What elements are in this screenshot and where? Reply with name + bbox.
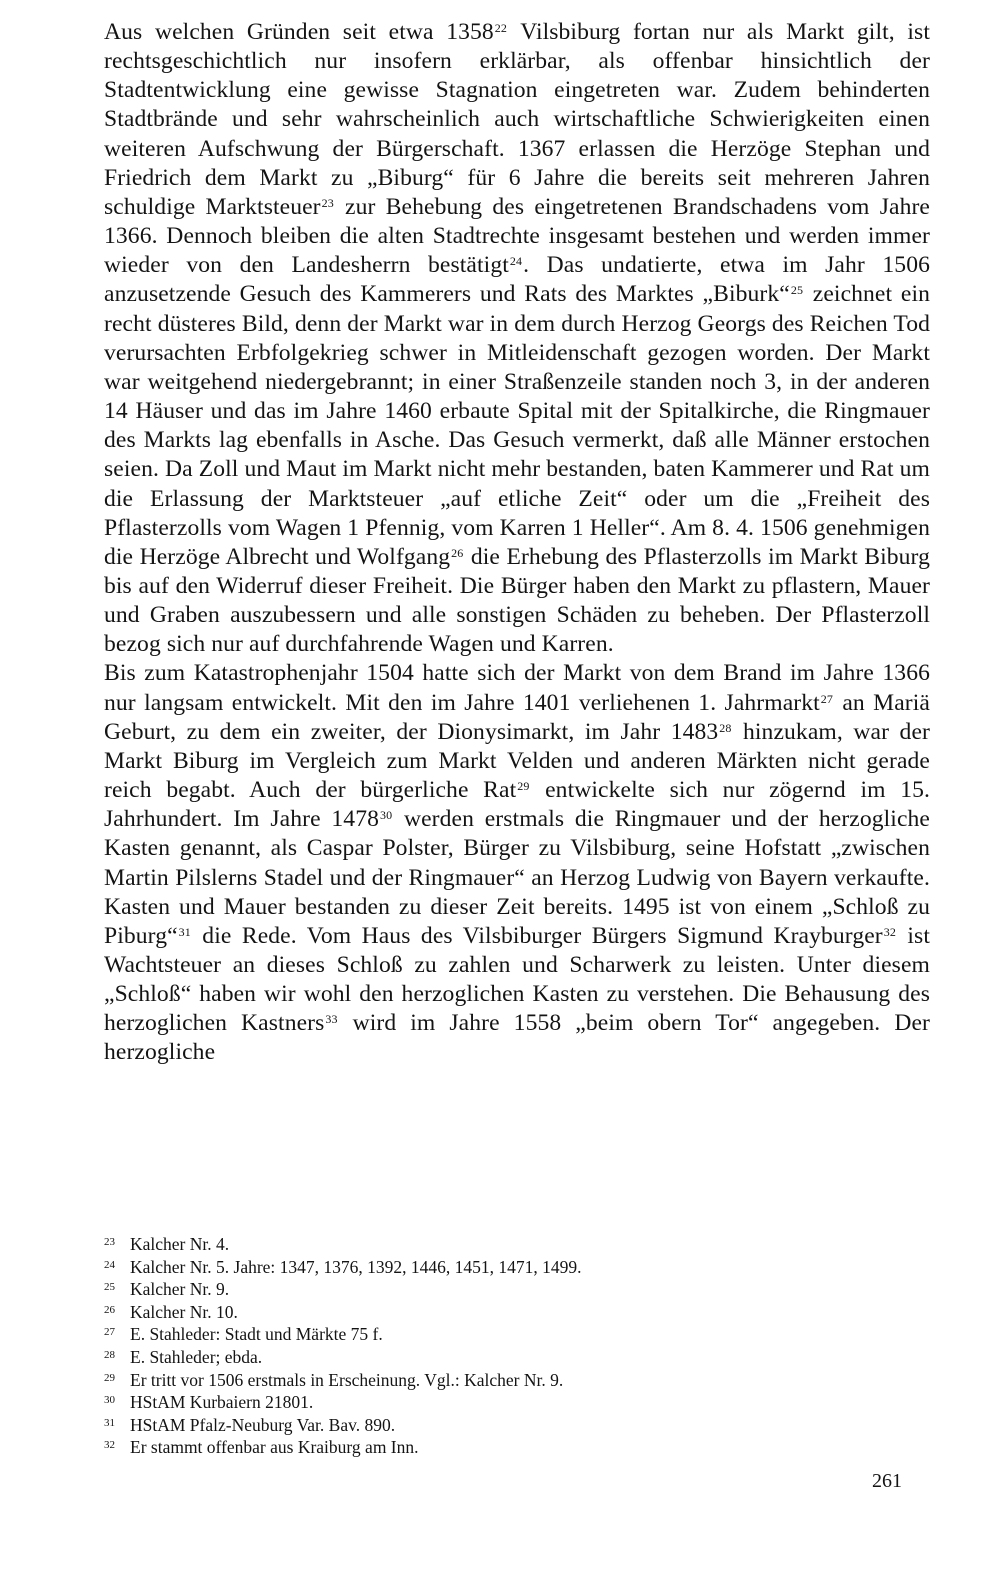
page-number: 261 [872,1470,902,1492]
footnote-number: 31 [104,1416,115,1429]
footnote-number: 23 [104,1236,115,1248]
footnote-text: Er stammt offenbar aus Kraiburg am Inn. [130,1437,419,1458]
footnote-ref: 22 [494,21,507,35]
footnote-ref: 25 [790,283,804,298]
footnote-number: 28 [104,1348,115,1361]
footnote-ref: 23 [321,195,334,210]
footnote-text: Kalcher Nr. 10. [130,1301,238,1322]
page-body [104,18,930,1068]
footnote [104,1278,930,1301]
footnote-ref: 32 [883,924,896,939]
footnote-number: 30 [104,1394,115,1407]
footnote-ref: 26 [451,545,464,560]
footnote-text: HStAM Kurbaiern 21801. [130,1392,314,1413]
paragraph: Bis zum Katastrophenjahr 1504 hatte sich der Markt von dem Brand im Jahre 1366 nur langsam entwickelt. Mit den im Jahre 1401 verliehenen 1. Jahrmarkt$^{27}$ an Mariä Geburt, zu dem ein zweiter, der Dionysimarkt, im Jahr 1483$^{28}$ hinzukam, war der Markt Biburg im Vergleich zum Markt Velden und anderen Märkten nicht gerade reich begabt. Auch der bürgerliche Rat$^{29}$ entwickelte sich nur zögernd im 15. Jahrhundert. Im Jahre 1478$^{30}$ werden erstmals die Ringmauer und der herzogliche Kasten genannt, als Caspar Polster, Bürger zu Vilsbiburg, seine Hofstatt „zwischen Martin Pilslerns Stadel und der Ringmauer“ an Herzog Ludwig von Bayern verkaufte. Kasten und Mauer bestanden zu dieser Zeit bereits. 1495 ist von einem „Schloß zu Piburg“$^{31}$ die Rede. Vom Haus des Vilsbiburger Bürgers Sigmund Krayburger$^{32}$ ist Wachtsteuer an dieses Schloß zu zahlen und Scharwerk zu leisten. Unter diesem „Schloß“ haben wir wohl den herzoglichen Kasten zu verstehen. Die Behausung des herzoglichen Kastners$^{33}$ wird im Jahre 1558 „beim obern Tor“ angegeben. Der herzogliche [104,660,931,1066]
footnote-text: E. Stahleder: Stadt und Märkte 75 f. [130,1324,383,1345]
footnote-ref: 27 [820,691,833,706]
footnote-text: Kalcher Nr. 4. [130,1234,230,1254]
footnote-number: 29 [104,1371,115,1384]
paragraph: Aus welchen Gründen seit etwa 1358$^{22}$ Vilsbiburg fortan nur als Markt gilt, ist rechtsgeschichtlich nur insofern erklärbar, als offenbar hinsichtlich der Stadtentwicklung eine gewisse Stagnation eingetreten war. Zudem behinderten Stadtbrände und sehr wahrscheinlich auch wirtschaftliche Schwierigkeiten einen weiteren Aufschwung der Bürgerschaft. 1367 erlassen die Herzöge Stephan und Friedrich dem Markt zu „Biburg“ für 6 Jahre die bereits seit mehreren Jahren schuldige Marktsteuer$^{23}$ zur Behebung des eingetretenen Brandschadens vom Jahre 1366. Dennoch bleiben die alten Stadtrechte insgesamt bestehen und werden immer wieder von den Landesherrn bestätigt$^{24}$. Das undatierte, etwa im Jahr 1506 anzusetzende Gesuch des Kammerers und Rats des Marktes „Biburk“$^{25}$ zeichnet ein recht düsteres Bild, denn der Markt war in dem durch Herzog Georgs des Reichen Tod verursachten Erbfolgekrieg schwer in Mitleidenschaft gezogen worden. Der Markt war weitgehend niedergebrannt; in einer Straßenzeile standen noch 3, in der anderen 14 Häuser und das im Jahre 1460 erbaute Spital mit der Spitalkirche, die Ringmauer des Markts lag ebenfalls in Asche. Das Gesuch vermerkt, daß alle Männer erstochen seien. Da Zoll und Maut im Markt nicht mehr bestanden, baten Kammerer und Rat um die Erlassung der Marktsteuer „auf etliche Zeit“ oder um die „Freiheit des Pflasterzolls vom Wagen 1 Pfennig, vom Karren 1 Heller“. Am 8. 4. 1506 genehmigen die Herzöge Albrecht und Wolfgang$^{26}$ die Erhebung des Pflasterzolls im Markt Biburg bis auf den Widerruf dieser Freiheit. Die Bürger haben den Markt zu pflastern, Mauer und Graben auszubessern und alle sonstigen Schäden zu beheben. Der Pflasterzoll bezog sich nur auf durchfahrende Wagen und Karren. [104,19,931,658]
footnote-text: Kalcher Nr. 9. [130,1279,230,1300]
footnote-ref: 30 [380,808,393,823]
footnote [104,1369,930,1392]
body-text [104,18,930,1068]
footnote-ref: 31 [178,924,191,939]
footnotes [104,1233,930,1459]
footnote [104,1256,930,1279]
footnote-number: 26 [104,1303,115,1316]
footnote [104,1346,930,1369]
footnote-ref: 29 [517,779,530,794]
footnote [104,1323,930,1346]
footnote [104,1301,930,1324]
footnote-ref: 28 [719,720,732,735]
footnote-text: Kalcher Nr. 5. Jahre: 1347, 1376, 1392, 1446, 1451, 1471, 1499. [130,1256,582,1277]
footnote [104,1414,930,1437]
footnote [104,1391,930,1414]
footnote-ref: 33 [325,1012,338,1027]
footnote-text: E. Stahleder; ebda. [130,1346,263,1367]
footnote-number: 24 [104,1258,115,1271]
footnote-number: 32 [104,1439,115,1452]
footnote-text: Er tritt vor 1506 erstmals in Erscheinung. Vgl.: Kalcher Nr. 9. [130,1369,564,1390]
footnote-number: 27 [104,1326,115,1339]
footnote-number: 25 [104,1281,115,1294]
footnote-ref: 24 [509,254,523,269]
footnote [104,1436,930,1459]
footnote-text: HStAM Pfalz-Neuburg Var. Bav. 890. [130,1414,396,1435]
footnote [104,1233,930,1256]
